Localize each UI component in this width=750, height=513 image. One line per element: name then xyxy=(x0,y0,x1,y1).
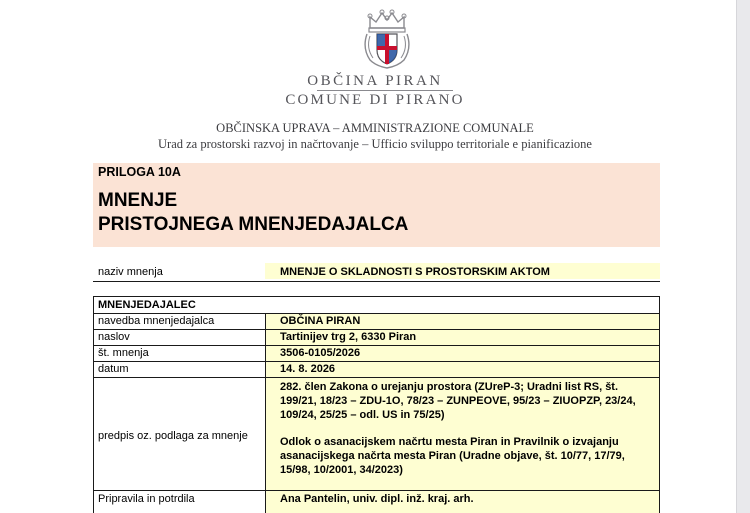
table-row xyxy=(94,314,659,330)
row-value: 3506-0105/2026 xyxy=(280,347,361,359)
row-value: Tartinijev trg 2, 6330 Piran xyxy=(280,331,417,343)
opinion-divider xyxy=(93,281,660,282)
table-row-regulation xyxy=(94,378,659,491)
opinion-giver-table xyxy=(93,296,660,513)
row-value: OBČINA PIRAN xyxy=(280,315,361,327)
regulation-label: predpis oz. podlaga za mnenje xyxy=(98,430,248,442)
row-label: naslov xyxy=(98,331,130,343)
coat-of-arms-icon xyxy=(362,8,412,70)
document-title-line-2: PRISTOJNEGA MNENJEDAJALCA xyxy=(98,214,409,235)
annex-label: PRILOGA 10A xyxy=(98,165,181,179)
municipality-name-slovene: OBČINA PIRAN xyxy=(307,73,443,89)
office-line: Urad za prostorski razvoj in načrtovanje – Ufficio sviluppo territoriale e pianificazione xyxy=(158,137,592,151)
name-divider xyxy=(317,90,453,91)
row-label: navedba mnenjedajalca xyxy=(98,315,215,327)
row-label: Pripravila in potrdila xyxy=(98,493,195,505)
document-title-line-1: MNENJE xyxy=(98,190,178,211)
table-row xyxy=(94,346,659,362)
regulation-paragraph-2: Odlok o asanacijskem načrtu mesta Piran in Pravilnik o izvajanju asanacijskega načrta mesta Piran (Uradne objave, št. 10/77, 17/79, 15/98, 10/2001, 34/2023) xyxy=(280,436,625,476)
municipality-name-italian: COMUNE DI PIRANO xyxy=(285,92,465,108)
row-label: datum xyxy=(98,363,129,375)
row-label: št. mnenja xyxy=(98,347,149,359)
table-row xyxy=(94,491,659,513)
opinion-name-label: naziv mnenja xyxy=(98,266,163,278)
administration-line: OBČINSKA UPRAVA – AMMINISTRAZIONE COMUNALE xyxy=(216,121,534,135)
row-value: Ana Pantelin, univ. dipl. inž. kraj. arh. xyxy=(280,493,474,505)
table-row xyxy=(94,330,659,346)
table-header-label: MNENJEDAJALEC xyxy=(98,299,196,311)
regulation-paragraph-1: 282. člen Zakona o urejanju prostora (ZUreP-3; Uradni list RS, št. 199/21, 18/23 – ZDU-1O, 78/23 – ZUNPEOVE, 95/23 – ZIUOPZP, 23/24, 109/24, 25/25 – odl. US in 75/25) xyxy=(280,381,636,421)
table-header-row xyxy=(94,297,659,314)
row-value: 14. 8. 2026 xyxy=(280,363,336,375)
table-row xyxy=(94,362,659,378)
opinion-name-value: MNENJE O SKLADNOSTI S PROSTORSKIM AKTOM xyxy=(280,266,550,278)
column-divider xyxy=(265,314,266,513)
